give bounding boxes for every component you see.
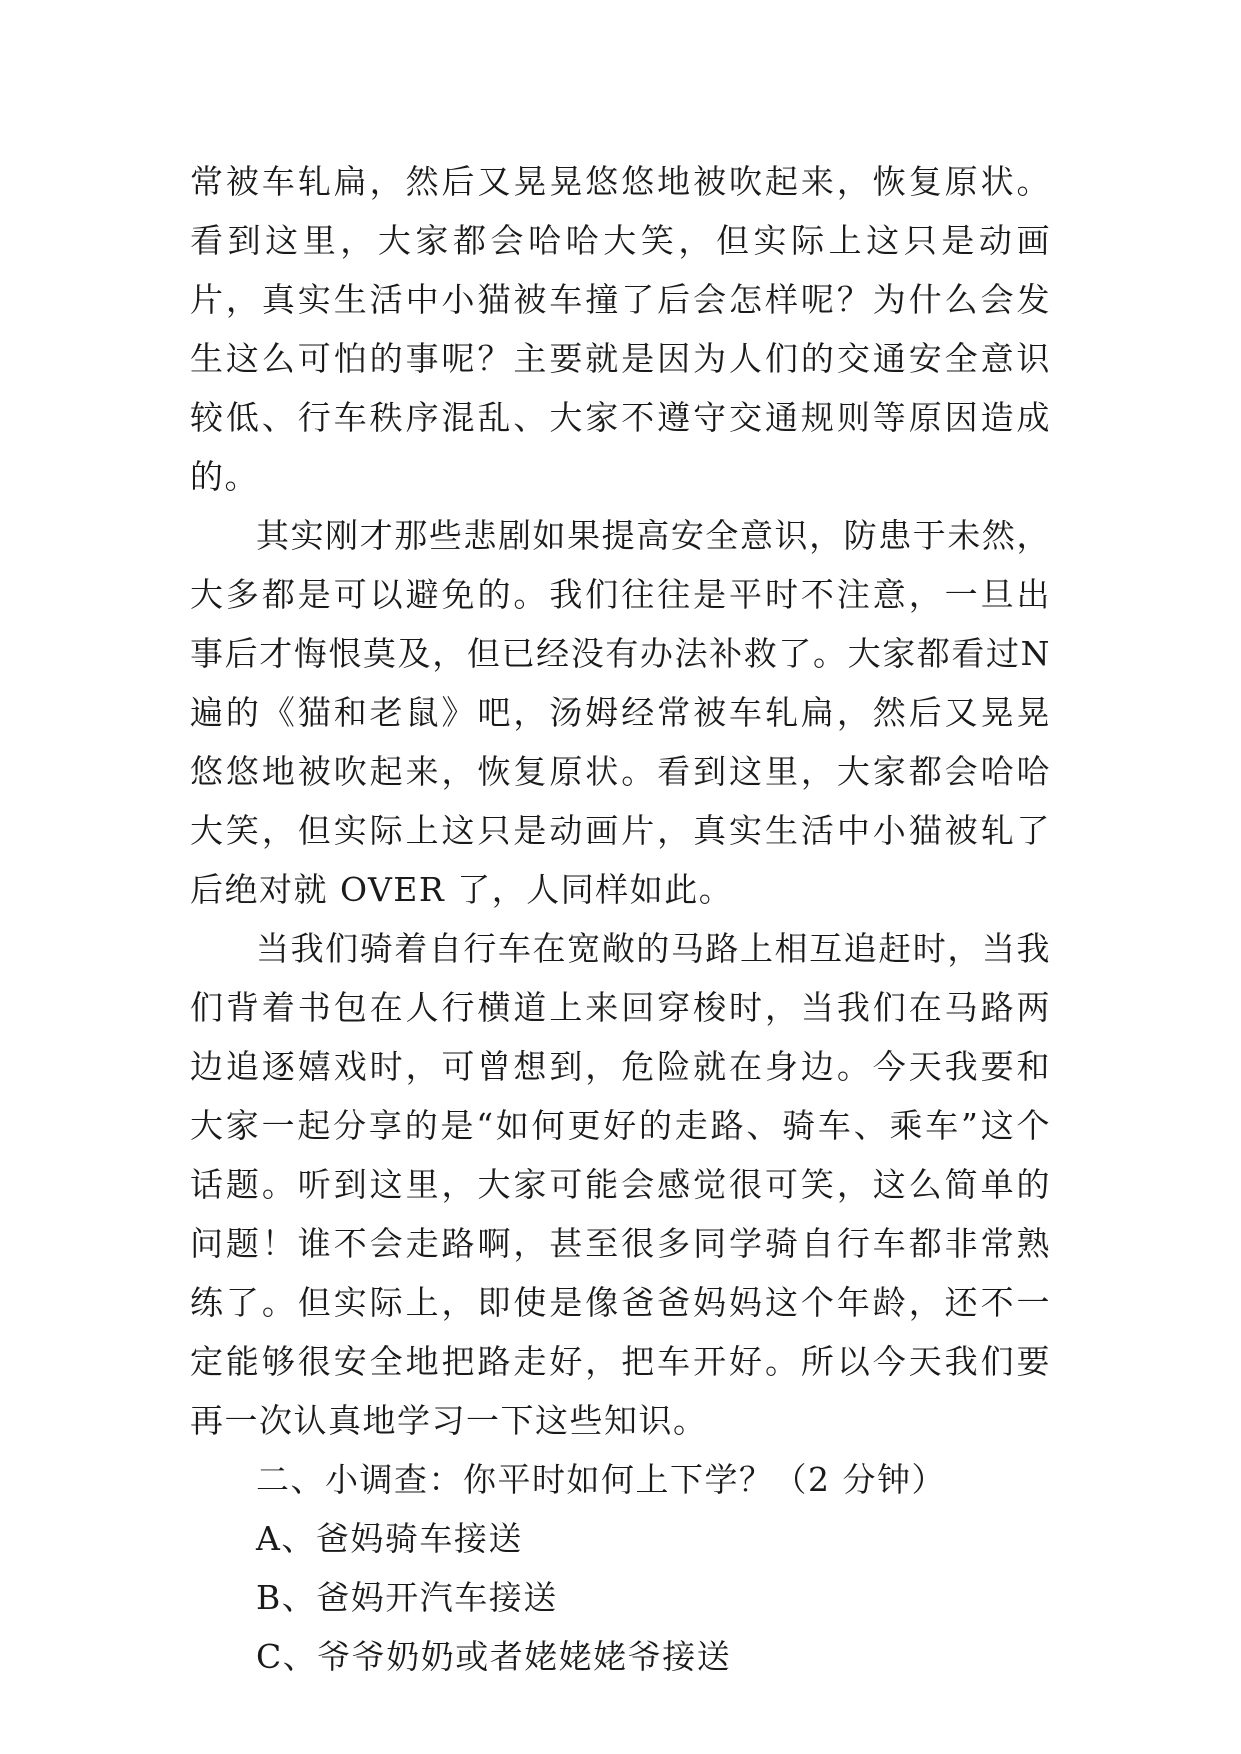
document-body <box>190 152 1051 1686</box>
paragraph-3: 当我们骑着自行车在宽敞的马路上相互追赶时，当我们背着书包在人行横道上来回穿梭时，当我们在马路两边追逐嬉戏时，可曾想到，危险就在身边。今天我要和大家一起分享的是“如何更好的走路、骑车、乘车”这个话题。听到这里，大家可能会感觉很可笑，这么简单的问题！谁不会走路啊，甚至很多同学骑自行车都非常熟练了。但实际上，即使是像爸爸妈妈这个年龄，还不一定能够很安全地把路走好，把车开好。所以今天我们要再一次认真地学习一下这些知识。 <box>190 929 1051 1440</box>
paragraph-2: 其实刚才那些悲剧如果提高安全意识，防患于未然，大多都是可以避免的。我们往往是平时不注意，一旦出事后才悔恨莫及，但已经没有办法补救了。大家都看过N遍的《猫和老鼠》吧，汤姆经常被车轧扁，然后又晃晃悠悠地被吹起来，恢复原状。看到这里，大家都会哈哈大笑，但实际上这只是动画片，真实生活中小猫被轧了后绝对就 OVER 了，人同样如此。 <box>190 516 1051 909</box>
survey-option-a: A、爸妈骑车接送 <box>256 1519 523 1558</box>
paragraph-1: 常被车轧扁，然后又晃晃悠悠地被吹起来，恢复原状。看到这里，大家都会哈哈大笑，但实际上这只是动画片，真实生活中小猫被车撞了后会怎样呢？为什么会发生这么可怕的事呢？主要就是因为人们的交通安全意识较低、行车秩序混乱、大家不遵守交通规则等原因造成的。 <box>190 162 1051 496</box>
survey-option-c: C、爷爷奶奶或者姥姥姥爷接送 <box>256 1637 732 1676</box>
survey-option-b: B、爸妈开汽车接送 <box>256 1578 558 1617</box>
survey-title: 二、小调查：你平时如何上下学？（2 分钟） <box>256 1460 946 1499</box>
